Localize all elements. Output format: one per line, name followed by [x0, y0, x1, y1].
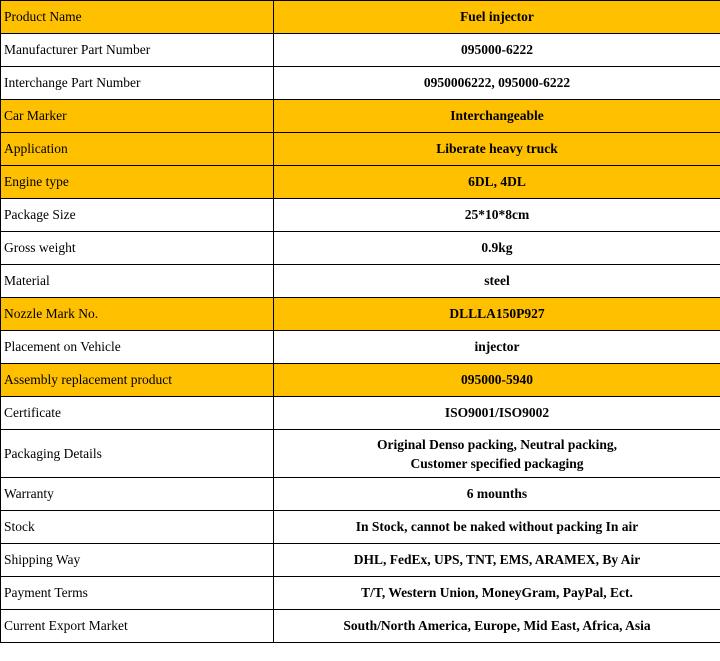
row-value-packaging-details [274, 430, 720, 478]
row-label-assembly-replacement-product: Assembly replacement product [1, 364, 274, 397]
row-label-product-name: Product Name [1, 1, 274, 34]
row-value-warranty: 6 mounths [274, 478, 720, 511]
table-row [1, 577, 720, 610]
table-row [1, 133, 720, 166]
row-label-interchange-part-number: Interchange Part Number [1, 67, 274, 100]
table-row [1, 511, 720, 544]
table-row [1, 331, 720, 364]
row-value-shipping-way: DHL, FedEx, UPS, TNT, EMS, ARAMEX, By Air [274, 544, 720, 577]
table-row [1, 364, 720, 397]
row-value-car-marker: Interchangeable [274, 100, 720, 133]
table-row [1, 430, 720, 478]
row-value-nozzle-mark: DLLLA150P927 [274, 298, 720, 331]
table-row [1, 1, 720, 34]
row-label-application: Application [1, 133, 274, 166]
row-label-certificate: Certificate [1, 397, 274, 430]
row-value-gross-weight: 0.9kg [274, 232, 720, 265]
table-row [1, 478, 720, 511]
table-row [1, 166, 720, 199]
row-label-stock: Stock [1, 511, 274, 544]
packaging-details-line-2: Customer specified packaging [410, 455, 584, 471]
row-label-packaging-details: Packaging Details [1, 430, 274, 478]
packaging-details-line-1: Original Denso packing, Neutral packing, [376, 436, 618, 452]
table-row [1, 100, 720, 133]
row-label-payment-terms: Payment Terms [1, 577, 274, 610]
row-value-manufacturer-part-number: 095000-6222 [274, 34, 720, 67]
table-row [1, 610, 720, 643]
row-value-stock: In Stock, cannot be naked without packing In air [274, 511, 720, 544]
table-row [1, 67, 720, 100]
row-label-placement-on-vehicle: Placement on Vehicle [1, 331, 274, 364]
row-value-assembly-replacement-product: 095000-5940 [274, 364, 720, 397]
row-value-application: Liberate heavy truck [274, 133, 720, 166]
row-value-engine-type: 6DL, 4DL [274, 166, 720, 199]
row-value-product-name: Fuel injector [274, 1, 720, 34]
row-label-current-export-market: Current Export Market [1, 610, 274, 643]
row-value-payment-terms: T/T, Western Union, MoneyGram, PayPal, Ect. [274, 577, 720, 610]
row-label-engine-type: Engine type [1, 166, 274, 199]
row-value-package-size: 25*10*8cm [274, 199, 720, 232]
table-row [1, 397, 720, 430]
table-row [1, 34, 720, 67]
row-label-nozzle-mark: Nozzle Mark No. [1, 298, 274, 331]
table-row [1, 232, 720, 265]
row-value-current-export-market: South/North America, Europe, Mid East, Africa, Asia [274, 610, 720, 643]
row-label-gross-weight: Gross weight [1, 232, 274, 265]
table-row [1, 298, 720, 331]
row-label-warranty: Warranty [1, 478, 274, 511]
row-value-material: steel [274, 265, 720, 298]
row-value-certificate: ISO9001/ISO9002 [274, 397, 720, 430]
row-label-package-size: Package Size [1, 199, 274, 232]
row-label-material: Material [1, 265, 274, 298]
row-label-car-marker: Car Marker [1, 100, 274, 133]
row-value-placement-on-vehicle: injector [274, 331, 720, 364]
row-value-interchange-part-number: 0950006222, 095000-6222 [274, 67, 720, 100]
table-row [1, 544, 720, 577]
table-row [1, 199, 720, 232]
row-label-shipping-way: Shipping Way [1, 544, 274, 577]
row-label-manufacturer-part-number: Manufacturer Part Number [1, 34, 274, 67]
table-row [1, 265, 720, 298]
